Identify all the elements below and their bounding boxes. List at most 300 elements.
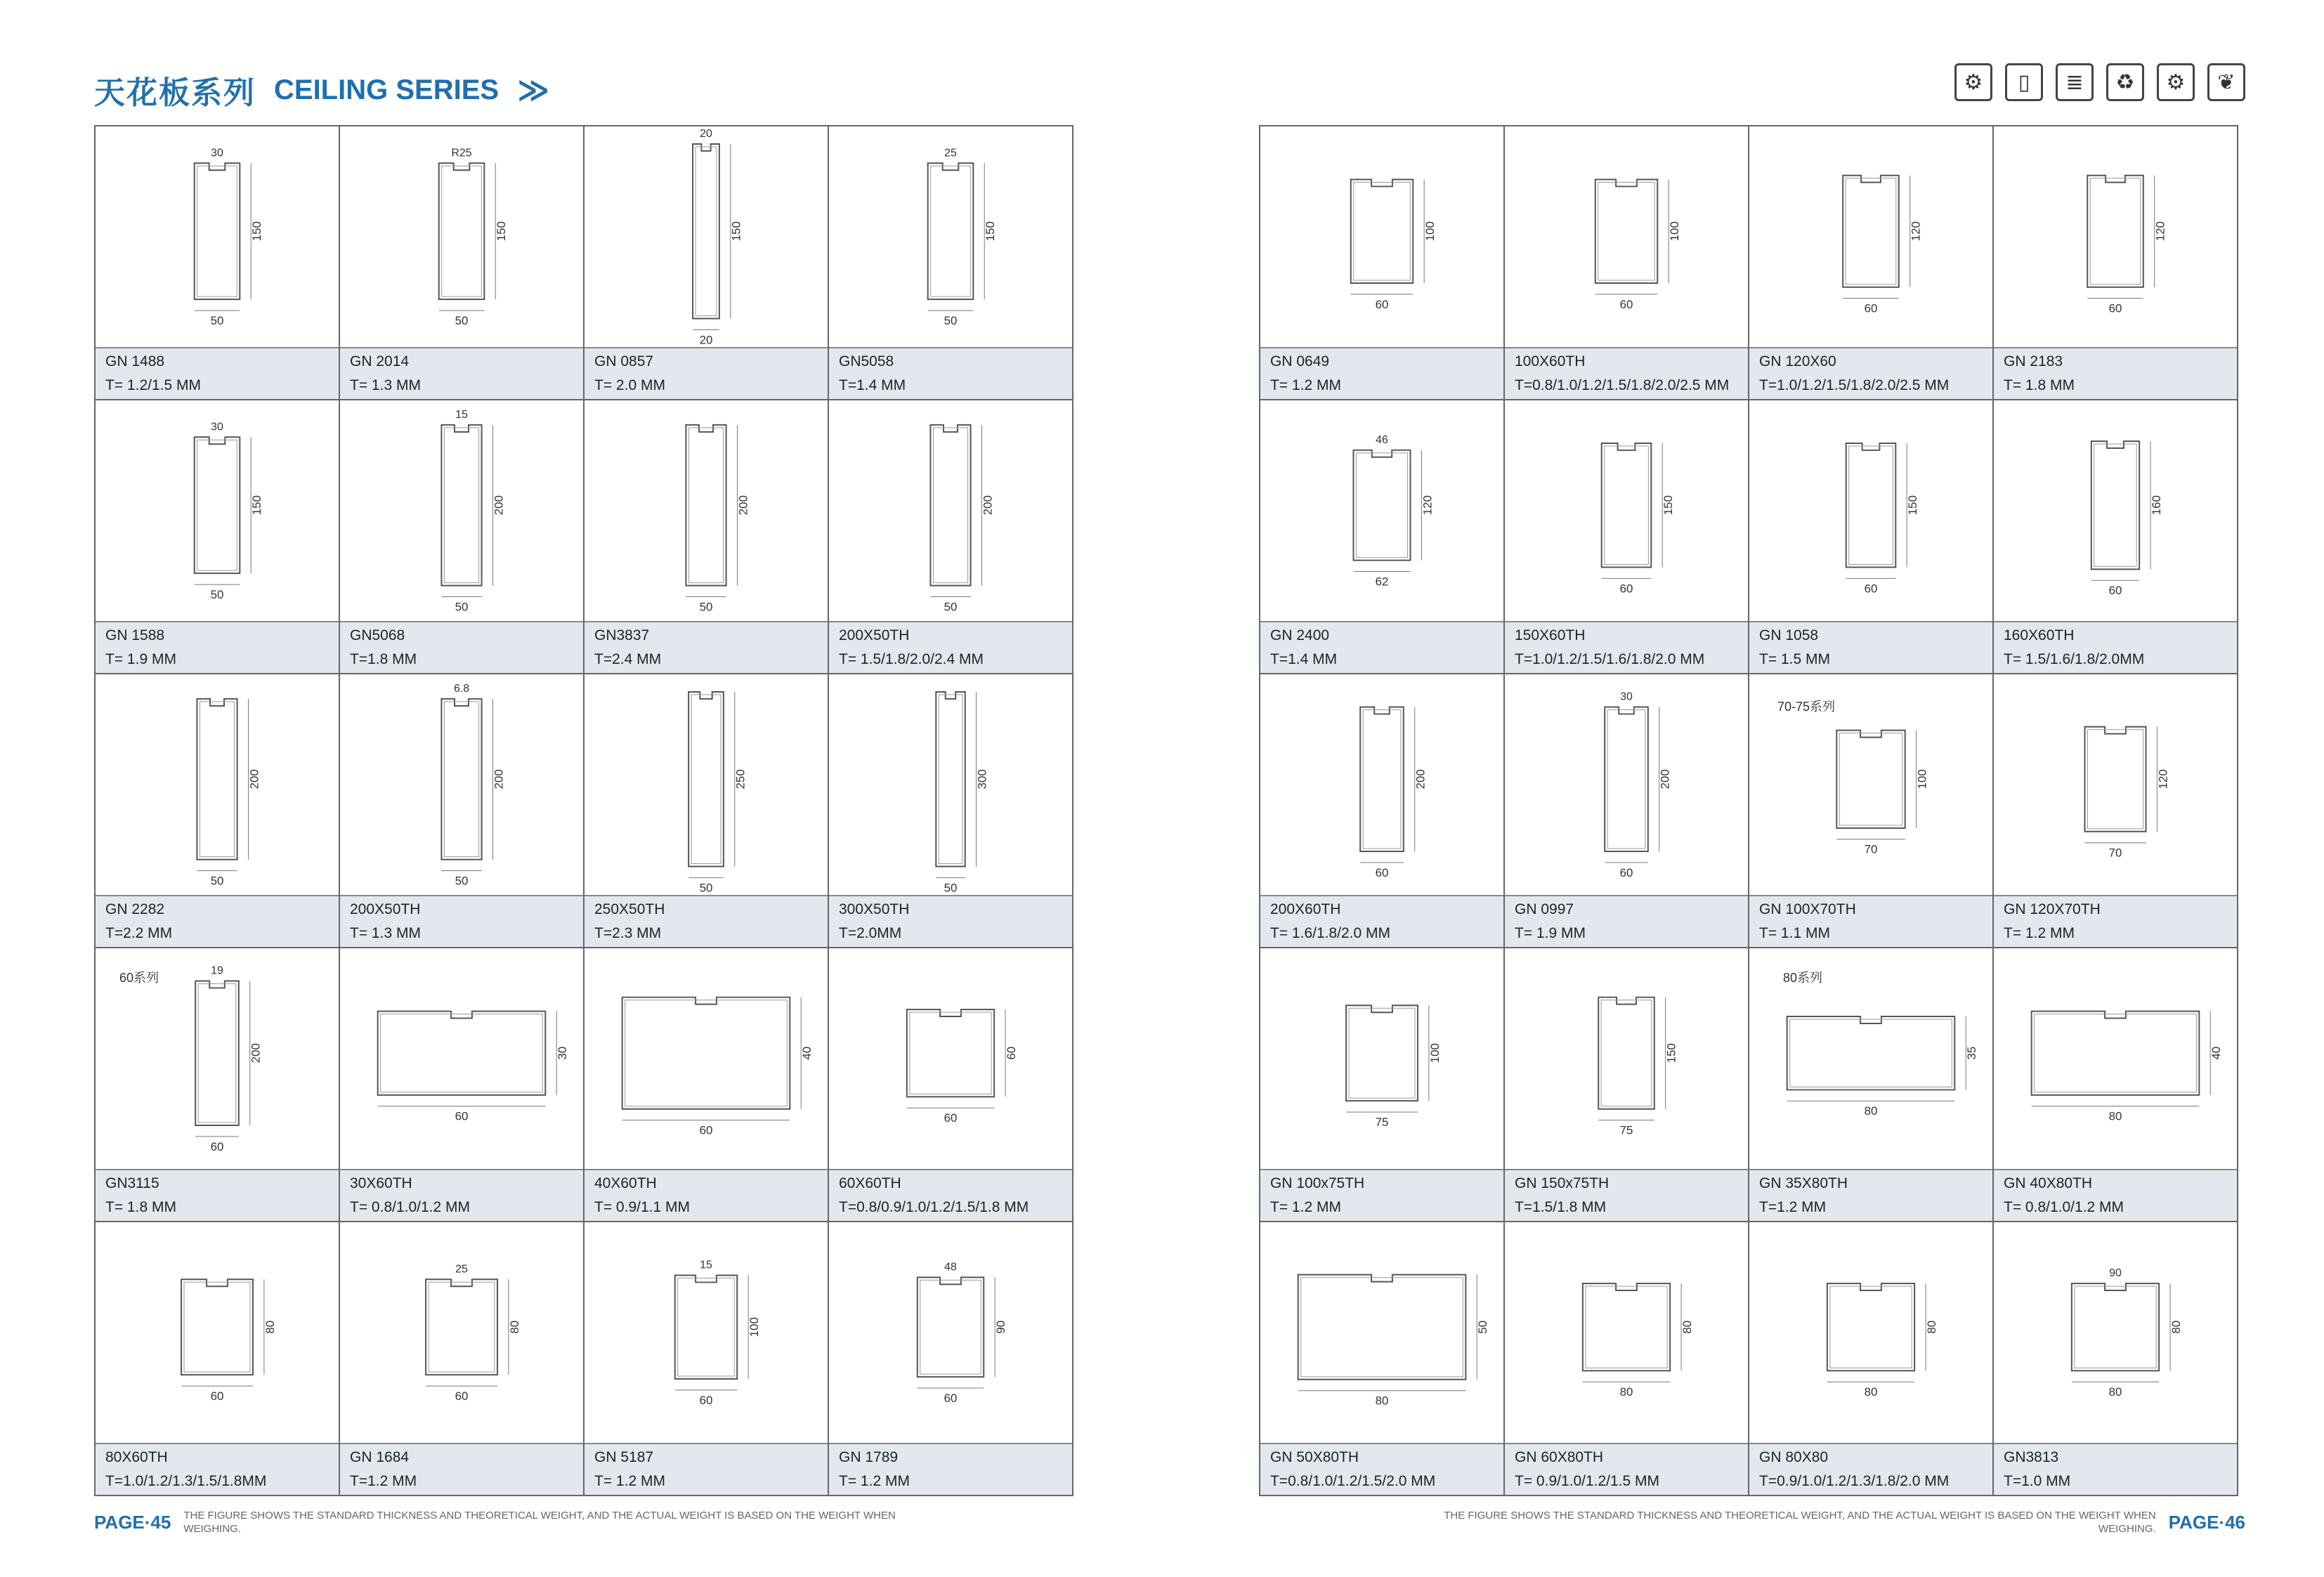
profile-thickness: T=0.8/0.9/1.0/1.2/1.5/1.8 MM (839, 1199, 1029, 1216)
profile-caption (1260, 621, 1503, 673)
profile-outline (918, 1277, 984, 1377)
profile-cell (829, 674, 1073, 948)
profile-inner-wall (197, 166, 237, 296)
profile-inner-wall (198, 983, 236, 1123)
height-label: 120 (1909, 221, 1923, 242)
profile-cell (585, 400, 829, 674)
profile-caption (1505, 1443, 1748, 1495)
profile-code: GN 50X80TH (1270, 1449, 1359, 1466)
profile-drawing (585, 948, 828, 1169)
width-label: 60 (210, 1139, 224, 1153)
height-label: 200 (492, 495, 506, 516)
profile-svg (1994, 674, 2237, 895)
height-label: 35 (1965, 1046, 1979, 1060)
profile-outline (2085, 727, 2146, 832)
profile-cell (340, 674, 585, 948)
width-label: 60 (1375, 865, 1389, 879)
profile-thickness: T=1.5/1.8 MM (1515, 1199, 1607, 1216)
profile-code: GN 5187 (594, 1449, 654, 1466)
profile-code: GN 80X80 (1759, 1449, 1829, 1466)
profile-cell (96, 126, 340, 400)
profile-drawing (340, 948, 583, 1169)
profile-outline (1846, 443, 1896, 567)
profile-cell (585, 126, 829, 400)
profile-inner-wall (444, 702, 478, 857)
width-label: 50 (210, 587, 224, 601)
width-label: 60 (944, 1391, 958, 1405)
height-label: 150 (1906, 495, 1920, 516)
profile-outline (2032, 1012, 2200, 1095)
height-label: 160 (2150, 495, 2164, 516)
profile-inner-wall (1586, 1286, 1667, 1368)
profile-code: GN 1684 (350, 1449, 410, 1466)
height-label: 150 (729, 221, 743, 242)
profile-svg (340, 1222, 583, 1443)
profile-svg (1505, 948, 1748, 1169)
profile-drawing (585, 674, 828, 895)
profile-cell (1505, 126, 1749, 400)
profile-code: GN 60X80TH (1515, 1449, 1604, 1466)
profile-thickness: T=1.0/1.2/1.5/1.6/1.8/2.0 MM (1515, 651, 1705, 668)
profile-code: GN 1058 (1759, 627, 1819, 644)
profile-inner-wall (1601, 1000, 1652, 1106)
profile-inner-wall (1839, 733, 1902, 825)
profile-drawing (96, 1222, 339, 1443)
profile-cell (829, 948, 1073, 1222)
profile-caption (96, 895, 339, 947)
profile-code: GN 0857 (594, 353, 654, 370)
profile-thickness: T=0.8/1.0/1.2/1.5/1.8/2.0/2.5 MM (1515, 377, 1730, 394)
profile-code: GN3813 (2004, 1449, 2059, 1466)
profile-thickness: T= 1.2 MM (1270, 1199, 1341, 1216)
profile-outline (426, 1279, 497, 1375)
profile-caption (829, 621, 1072, 673)
profile-svg (1994, 400, 2237, 621)
profile-svg (1260, 1222, 1503, 1443)
profile-drawing (340, 1222, 583, 1443)
profile-svg (1505, 674, 1748, 895)
height-label: 120 (2156, 769, 2170, 790)
profile-inner-wall (1607, 709, 1645, 849)
profile-svg (340, 400, 583, 621)
plant-icon: ❦ (2207, 63, 2245, 101)
weight-note-right: THE FIGURE SHOWS THE STANDARD THICKNESS AND THEORETICAL WEIGHT, AND THE ACTUAL WEIGHT IS BASED ON THE WEIGHT WHEN WEIGHING. (1444, 1510, 2156, 1535)
profile-drawing (829, 948, 1072, 1169)
profile-svg (1994, 1222, 2237, 1443)
profile-caption (829, 895, 1072, 947)
profile-drawing (585, 126, 828, 347)
profile-outline (1360, 707, 1404, 851)
profile-drawing (340, 126, 583, 347)
profile-code: GN 2400 (1270, 627, 1330, 644)
profile-outline (1298, 1275, 1466, 1380)
profile-caption (585, 1169, 828, 1221)
profile-thickness: T= 2.0 MM (594, 377, 665, 394)
profile-outline (197, 699, 237, 860)
width-label: 50 (455, 600, 469, 614)
profile-outline (2087, 176, 2143, 287)
profile-thickness: T= 1.9 MM (1515, 925, 1586, 942)
height-label: 120 (2153, 221, 2167, 242)
height-label: 80 (1680, 1320, 1694, 1334)
profile-thickness: T= 1.3 MM (350, 925, 421, 942)
right-footer (1418, 1509, 2245, 1536)
profile-caption (1749, 1169, 1992, 1221)
profile-drawing (1994, 126, 2237, 347)
double-chevron-icon: ≫ (517, 72, 546, 107)
profile-outline (181, 1279, 253, 1375)
width-label: 50 (699, 600, 713, 614)
detail-label: 30 (211, 147, 223, 159)
detail-label: 6.8 (453, 682, 470, 695)
width-label: 50 (944, 881, 958, 895)
profile-caption (1994, 1169, 2237, 1221)
width-label: 80 (2108, 1109, 2122, 1123)
profile-drawing (1505, 400, 1748, 621)
profile-svg (829, 674, 1072, 895)
profile-inner-wall (696, 147, 717, 316)
profile-inner-wall (200, 702, 234, 857)
profile-drawing (340, 400, 583, 621)
profile-caption (1994, 895, 2237, 947)
profile-cell (1994, 126, 2238, 400)
profile-svg (585, 674, 828, 895)
width-label: 50 (210, 874, 224, 888)
profile-caption (96, 1443, 339, 1495)
profile-svg (1260, 674, 1503, 895)
profile-caption (1505, 895, 1748, 947)
profile-inner-wall (2087, 730, 2143, 829)
height-label: 150 (250, 495, 264, 516)
series-tag-70-75: 70-75系列 (1777, 700, 1836, 714)
profile-thickness: T=2.4 MM (594, 651, 662, 668)
profile-caption (1749, 347, 1992, 399)
profile-drawing (585, 400, 828, 621)
width-label: 60 (1619, 297, 1633, 311)
profile-inner-wall (1849, 446, 1893, 565)
width-label: 50 (455, 874, 469, 888)
profile-outline (1583, 1283, 1670, 1370)
height-label: 40 (800, 1046, 814, 1060)
profile-cell (96, 1222, 340, 1496)
profile-inner-wall (691, 695, 721, 864)
profile-code: 300X50TH (839, 901, 910, 918)
profile-caption (1505, 347, 1748, 399)
profile-cell (1260, 126, 1505, 400)
profile-thickness: T=1.4 MM (1270, 651, 1338, 668)
profile-inner-wall (1356, 453, 1407, 558)
profile-drawing (1505, 674, 1748, 895)
profile-cell (585, 1222, 829, 1496)
profile-outline (1787, 1016, 1955, 1089)
profile-cell (96, 948, 340, 1222)
profile-cell (1505, 400, 1749, 674)
profile-caption (1749, 895, 1992, 947)
profile-inner-wall (1301, 1278, 1463, 1377)
profile-svg (585, 126, 828, 347)
profile-caption (1260, 347, 1503, 399)
profile-thickness: T= 1.1 MM (1759, 925, 1830, 942)
material-icon: ⚙ (1954, 63, 1992, 101)
profile-drawing (1994, 1222, 2237, 1443)
profile-outline (1346, 1005, 1418, 1101)
profile-outline (195, 163, 240, 299)
width-label: 60 (1864, 301, 1878, 315)
profile-drawing (96, 126, 339, 347)
profile-svg (829, 948, 1072, 1169)
height-label: 90 (994, 1320, 1008, 1334)
profile-cell (340, 400, 585, 674)
left-profile-grid (94, 125, 1073, 1496)
height-label: 150 (495, 221, 509, 242)
profile-svg (585, 1222, 828, 1443)
profile-cell (829, 126, 1073, 400)
profile-svg (585, 400, 828, 621)
width-label: 80 (1864, 1385, 1878, 1399)
width-label: 80 (2108, 1385, 2122, 1399)
profile-code: GN 100x75TH (1270, 1175, 1365, 1192)
profile-inner-wall (678, 1278, 735, 1376)
profile-cell (1260, 1222, 1505, 1496)
profile-inner-wall (1846, 178, 1896, 284)
height-label: 150 (1664, 1043, 1678, 1064)
profile-thickness: T= 1.2/1.5 MM (105, 377, 201, 394)
width-label: 70 (2108, 846, 2122, 860)
width-label: 60 (210, 1389, 224, 1403)
profile-code: GN 120X60 (1759, 353, 1836, 370)
profile-cell (1749, 126, 1994, 400)
bottle-icon: ▯ (2005, 63, 2043, 101)
detail-label: 15 (700, 1259, 712, 1271)
profile-cell (96, 400, 340, 674)
profile-cell (340, 1222, 585, 1496)
profile-outline (1351, 179, 1413, 282)
profile-thickness: T= 1.2 MM (1270, 377, 1341, 394)
height-label: 100 (1428, 1043, 1442, 1064)
recycle-icon: ♻ (2106, 63, 2144, 101)
profile-outline (675, 1275, 737, 1378)
profile-drawing (829, 126, 1072, 347)
gear-icon: ⚙ (2157, 63, 2195, 101)
profile-code: 160X60TH (2004, 627, 2075, 644)
profile-caption (829, 1169, 1072, 1221)
height-label: 100 (1915, 769, 1929, 790)
profile-code: GN 1488 (105, 353, 165, 370)
profile-code: GN3115 (105, 1175, 159, 1192)
profile-drawing (1260, 400, 1503, 621)
profile-caption (585, 1443, 828, 1495)
profile-thickness: T=2.2 MM (105, 925, 173, 942)
height-label: 100 (1668, 221, 1682, 242)
height-label: 200 (249, 1043, 263, 1064)
profile-drawing (96, 674, 339, 895)
profile-thickness: T= 1.8 MM (2004, 377, 2075, 394)
width-label: 50 (210, 313, 224, 327)
profile-caption (1260, 895, 1503, 947)
profile-cell (1994, 674, 2238, 948)
width-label: 80 (1619, 1385, 1633, 1399)
profile-outline (1598, 997, 1654, 1109)
profile-code: GN 2282 (105, 901, 165, 918)
profile-code: 100X60TH (1515, 353, 1586, 370)
profile-cell (1994, 948, 2238, 1222)
profile-svg (829, 1222, 1072, 1443)
profile-thickness: T=1.2 MM (350, 1473, 417, 1490)
profile-cell (1994, 1222, 2238, 1496)
profile-caption (340, 347, 583, 399)
profile-caption (1994, 621, 2237, 673)
profile-caption (1749, 621, 1992, 673)
profile-thickness: T=2.3 MM (594, 925, 662, 942)
profile-thickness: T= 0.8/1.0/1.2 MM (2004, 1199, 2124, 1216)
width-label: 50 (699, 881, 713, 895)
profile-outline (2091, 441, 2139, 569)
page-number-right: PAGE·46 (2168, 1511, 2245, 1533)
profile-cell (1260, 400, 1505, 674)
width-label: 75 (1375, 1115, 1389, 1129)
detail-label: 19 (211, 964, 223, 977)
profile-drawing (585, 1222, 828, 1443)
height-label: 100 (1423, 221, 1437, 242)
width-label: 62 (1375, 575, 1389, 589)
profile-svg (1749, 126, 1992, 347)
series-tag-80: 80系列 (1783, 971, 1823, 985)
profile-inner-wall (184, 1282, 250, 1372)
height-label: 80 (263, 1320, 277, 1334)
height-label: 150 (250, 221, 264, 242)
width-label: 50 (944, 600, 958, 614)
profile-svg (829, 126, 1072, 347)
profile-code: GN5058 (839, 353, 894, 370)
profile-drawing (96, 400, 339, 621)
profile-svg (585, 948, 828, 1169)
page-number-left: PAGE·45 (94, 1511, 171, 1533)
feature-icons (1954, 63, 2245, 101)
profile-caption (340, 895, 583, 947)
profile-svg (1994, 126, 2237, 347)
profile-code: GN 1588 (105, 627, 165, 644)
profile-caption (829, 1443, 1072, 1495)
profile-svg (1505, 400, 1748, 621)
profile-inner-wall (920, 1280, 981, 1374)
profile-caption (1994, 347, 2237, 399)
width-label: 80 (1864, 1104, 1878, 1118)
profile-thickness: T= 1.2 MM (2004, 925, 2075, 942)
width-label: 70 (1864, 842, 1878, 856)
profile-cell (1505, 948, 1749, 1222)
width-label: 60 (1375, 297, 1389, 311)
profile-caption (340, 621, 583, 673)
height-label: 200 (1414, 769, 1428, 790)
height-label: 200 (981, 495, 995, 516)
profile-code: 200X50TH (839, 627, 910, 644)
profile-svg (96, 400, 339, 621)
profile-drawing (1260, 674, 1503, 895)
profile-caption (1994, 1443, 2237, 1495)
profile-code: GN 120X70TH (2004, 901, 2101, 918)
profile-cell (96, 674, 340, 948)
profile-code: GN3837 (594, 627, 650, 644)
profile-thickness: T= 0.8/1.0/1.2 MM (350, 1199, 470, 1216)
width-label: 60 (944, 1111, 958, 1125)
profile-code: GN 40X80TH (2004, 1175, 2093, 1192)
title-cn: 天花板系列 (94, 76, 256, 110)
profile-drawing (1749, 400, 1992, 621)
height-label: 80 (1924, 1320, 1938, 1334)
profile-drawing (1994, 948, 2237, 1169)
profile-code: 30X60TH (350, 1175, 412, 1192)
width-label: 60 (699, 1123, 713, 1137)
height-label: 100 (748, 1317, 762, 1337)
profile-thickness: T= 1.6/1.8/2.0 MM (1270, 925, 1390, 942)
profile-code: 150X60TH (1515, 627, 1586, 644)
profile-caption (96, 347, 339, 399)
profile-code: 200X50TH (350, 901, 421, 918)
profile-svg (340, 126, 583, 347)
profile-inner-wall (1598, 182, 1655, 280)
left-footer (94, 1509, 921, 1536)
profile-outline (439, 163, 485, 299)
page-title (94, 67, 545, 112)
layers-icon: ≣ (2056, 63, 2094, 101)
profile-inner-wall (931, 166, 971, 296)
title-en: CEILING SERIES (274, 74, 500, 105)
height-label: 200 (1658, 769, 1672, 790)
profile-svg (340, 674, 583, 895)
profile-thickness: T= 1.5/1.8/2.0/2.4 MM (839, 651, 984, 668)
profile-code: 60X60TH (839, 1175, 901, 1192)
width-label: 20 (699, 333, 713, 347)
width-label: 60 (455, 1109, 469, 1123)
width-label: 50 (455, 313, 469, 327)
profile-thickness: T= 1.2 MM (839, 1473, 910, 1490)
profile-code: 80X60TH (105, 1449, 168, 1466)
profile-thickness: T= 1.5 MM (1759, 651, 1830, 668)
profile-svg (1505, 126, 1748, 347)
width-label: 75 (1619, 1123, 1633, 1137)
profile-cell (1994, 400, 2238, 674)
profile-inner-wall (939, 695, 962, 864)
profile-svg (1260, 948, 1503, 1169)
profile-cell (1505, 674, 1749, 948)
profile-caption (96, 1169, 339, 1221)
profile-svg (1505, 1222, 1748, 1443)
profile-cell (829, 1222, 1073, 1496)
profile-caption (340, 1443, 583, 1495)
height-label: 200 (247, 769, 261, 790)
profile-thickness: T=1.8 MM (350, 651, 417, 668)
profile-code: GN 0649 (1270, 353, 1330, 370)
profile-inner-wall (429, 1282, 495, 1372)
profile-thickness: T=1.4 MM (839, 377, 906, 394)
profile-code: GN 150x75TH (1515, 1175, 1610, 1192)
profile-drawing (1749, 126, 1992, 347)
profile-inner-wall (444, 428, 478, 583)
profile-outline (1843, 176, 1899, 287)
profile-thickness: T= 1.8 MM (105, 1199, 176, 1216)
profile-svg (96, 674, 339, 895)
profile-outline (378, 1012, 546, 1095)
height-label: 150 (1662, 495, 1676, 516)
detail-label: 30 (1620, 691, 1633, 703)
profile-caption (1260, 1169, 1503, 1221)
profile-svg (1994, 948, 2237, 1169)
profile-caption (829, 347, 1072, 399)
profile-svg (1260, 126, 1503, 347)
profile-outline (1605, 707, 1648, 851)
profile-code: GN 100X70TH (1759, 901, 1856, 918)
width-label: 80 (1375, 1394, 1389, 1408)
